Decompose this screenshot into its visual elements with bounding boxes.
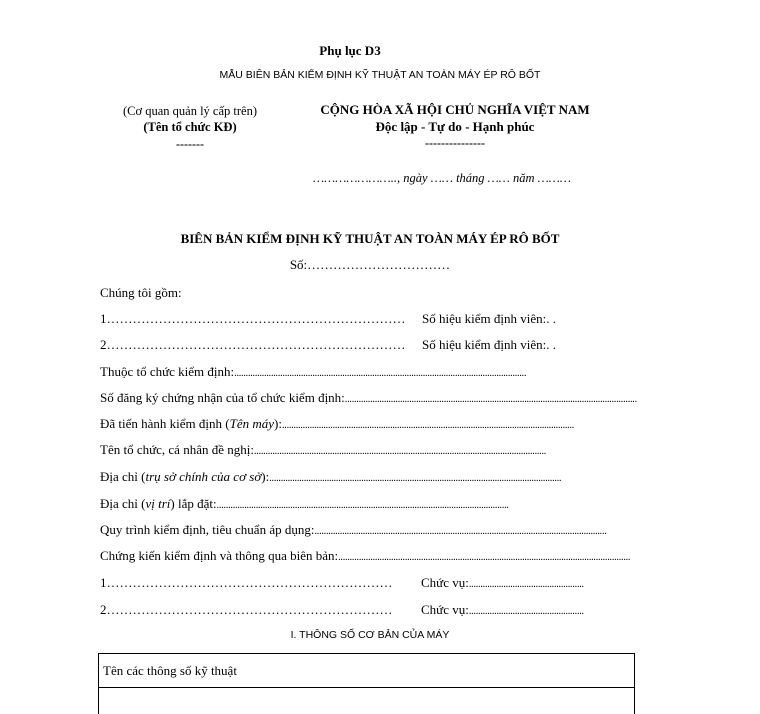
field-label: Địa chỉ (vị trí) lắp đặt: bbox=[100, 496, 217, 511]
witness-2-line: 2………………………………………………………… bbox=[100, 602, 393, 617]
witness-1-position bbox=[421, 575, 584, 590]
inspector-1-id-label: Số hiệu kiểm định viên:. . bbox=[422, 311, 556, 326]
field-requesting-party bbox=[100, 443, 566, 457]
field-witness bbox=[100, 548, 631, 563]
date-line: ………………….., ngày …… tháng …… năm ……… bbox=[313, 171, 572, 185]
organization-separator: ------- bbox=[176, 137, 204, 151]
position-label: Chức vụ: bbox=[421, 575, 469, 590]
field-dots: ............................................................................................................................... bbox=[253, 446, 547, 457]
organization-name: (Tên tổ chức KĐ) bbox=[143, 120, 237, 134]
section-heading: I. THÔNG SỐ CƠ BẢN CỦA MÁY bbox=[290, 629, 450, 641]
field-head-office-address bbox=[100, 470, 566, 484]
field-procedure-standards bbox=[100, 522, 607, 537]
field-label: Địa chỉ (trụ sở chính của cơ sở): bbox=[100, 469, 270, 484]
document-title: BIÊN BẢN KIỂM ĐỊNH KỸ THUẬT AN TOÀN MÁY ÉP RÔ BỐT bbox=[180, 231, 560, 246]
superior-agency: (Cơ quan quản lý cấp trên) bbox=[123, 104, 257, 118]
field-machine-name bbox=[100, 416, 575, 431]
appendix-label: Phụ lục D3 bbox=[319, 43, 381, 58]
national-motto: Độc lập - Tự do - Hạnh phúc bbox=[375, 119, 535, 134]
field-dots: ............................................................................................................................... bbox=[281, 420, 575, 431]
inspector-1-line: 1…………………………………………………………… bbox=[100, 311, 406, 326]
field-label: Tên tổ chức, cá nhân đề nghị: bbox=[100, 442, 254, 457]
field-dots: ............................................................................................................................... bbox=[216, 500, 509, 511]
field-label: Quy trình kiểm định, tiêu chuẩn áp dụng: bbox=[100, 522, 315, 537]
document-number: Số:…………………………… bbox=[289, 257, 451, 272]
field-dots: ............................................................................................................................... bbox=[269, 473, 562, 484]
field-inspection-org bbox=[100, 365, 566, 379]
field-label: Thuộc tổ chức kiểm định: bbox=[100, 364, 235, 379]
witness-2-position bbox=[421, 602, 584, 617]
position-dots: .................................................. bbox=[468, 606, 584, 617]
intro-text: Chúng tôi gồm: bbox=[100, 285, 182, 300]
inspector-2-id-label: Số hiệu kiểm định viên:. . bbox=[422, 337, 556, 352]
position-dots: .................................................. bbox=[468, 579, 584, 590]
witness-1-line: 1………………………………………………………… bbox=[100, 575, 393, 590]
field-label: Đã tiến hành kiểm định (Tên máy): bbox=[100, 416, 282, 431]
field-dots: ............................................................................................................................... bbox=[234, 368, 527, 379]
inspector-2-line: 2…………………………………………………………… bbox=[100, 337, 406, 352]
form-title: MẪU BIÊN BẢN KIỂM ĐỊNH KỸ THUẬT AN TOÀN MÁY ÉP RÔ BỐT bbox=[219, 69, 541, 81]
field-installation-address bbox=[100, 497, 566, 511]
field-label: Số đăng ký chứng nhận của tổ chức kiểm định: bbox=[100, 390, 345, 405]
field-dots: ............................................................................................................................... bbox=[344, 394, 637, 405]
table-header-cell: Tên các thông số kỹ thuật bbox=[103, 663, 237, 678]
republic-title: CỘNG HÒA XÃ HỘI CHỦ NGHĨA VIỆT NAM bbox=[320, 102, 590, 117]
field-label: Chứng kiến kiểm định và thông qua biên bản: bbox=[100, 548, 339, 563]
position-label: Chức vụ: bbox=[421, 602, 469, 617]
table-header-row bbox=[99, 654, 634, 688]
motto-separator: --------------- bbox=[425, 136, 485, 150]
machine-specs-table bbox=[98, 653, 635, 714]
field-registration-number bbox=[100, 390, 637, 405]
field-dots: ............................................................................................................................... bbox=[314, 526, 607, 537]
field-dots: ............................................................................................................................... bbox=[338, 552, 631, 563]
